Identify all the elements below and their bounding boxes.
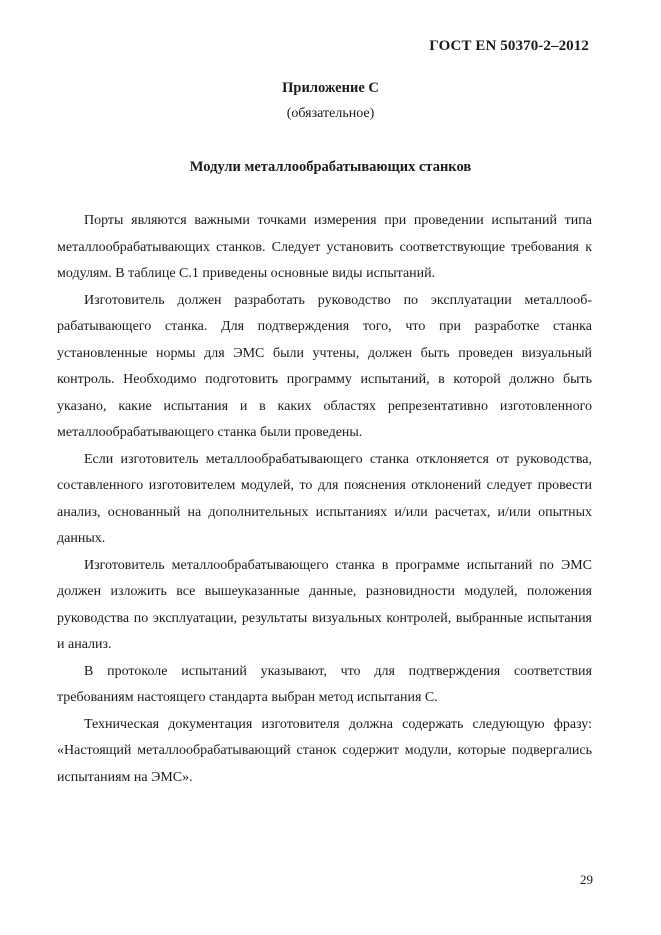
appendix-status: (обязательное) <box>286 106 375 121</box>
paragraph-2: Изготовитель должен разработать руководство по эксплуатации металлообрабатывающего станка. Для подтверждения того, что при разработке станка установленные нормы для ЭМС были учтены, должен быть проведен визуальный контроль. Необходимо подготовить программу испытаний, в которой должно быть указано, какие испытания и в каких областях репрезентативно изготовленного металлообрабатывающего станка были проведены. <box>57 292 592 440</box>
paragraph-3: Если изготовитель металлообрабатывающего станка отклоняется от руководства, составленного изготовителем модулей, то для пояснения отклонений следует провести анализ, основанный на дополнительных испытаниях и/или расчетах, и/или опытных данных. <box>57 451 592 546</box>
paragraph-4: Изготовитель металлообрабатывающего станка в программе испытаний по ЭМС должен изложить все вышеуказанные данные, разновидности модулей, положения руководства по эксплуатации, результаты визуальных контролей, выбранные испытания и анализ. <box>57 557 592 652</box>
paragraph-1: Порты являются важными точками измерения при проведении испытаний типа металлообрабатывающих станков. Следует установить соответствующие требования к модулям. В таблице С.1 приведены основные виды испытаний. <box>57 213 592 281</box>
appendix-title: Приложение С <box>282 80 379 96</box>
paragraph-6: Техническая документация изготовителя должна содержать следующую фразу: «Настоящий металлообрабатывающий станок содержит модули, которые подвергались испытаниям на ЭМС». <box>57 716 592 785</box>
body-text <box>57 208 592 791</box>
section-title: Модули металлообрабатывающих станков <box>189 159 472 175</box>
document-code: ГОСТ EN 50370-2–2012 <box>429 38 589 54</box>
paragraph-5: В протоколе испытаний указывают, что для подтверждения соответствия требованиям настоящего стандарта выбран метод испытания С. <box>57 663 592 705</box>
page-number: 29 <box>580 872 593 887</box>
